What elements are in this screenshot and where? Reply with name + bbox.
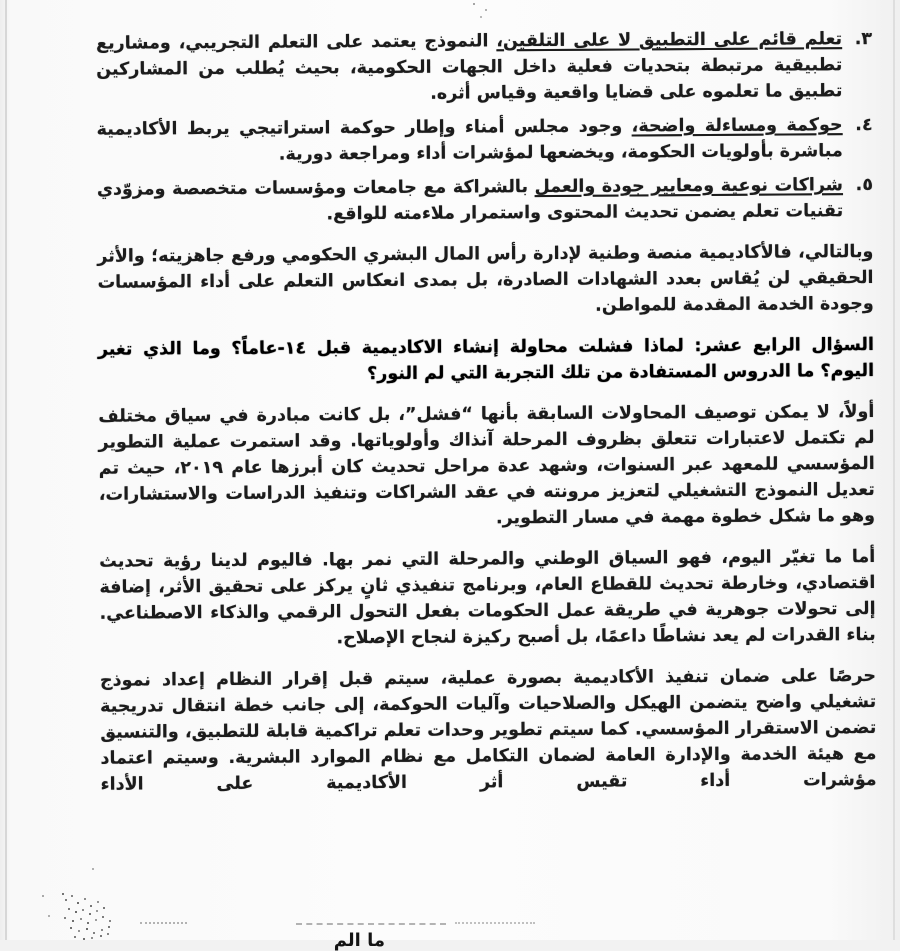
paragraph-conclusion: وبالتالي، فالأكاديمية منصة وطنية لإدارة رأس المال البشري الحكومي ورفع جاهزيته؛ والأثر الحقيقي لن يُقاس بعدد الشهادات الصادرة، بل بمدى انعكاس التعلم على أداء المؤسسات وجودة الخدمة المقدمة للمواطن. <box>97 241 874 316</box>
ink-smudge-cluster <box>62 893 64 895</box>
list-item-lead-underlined: حوكمة ومساءلة واضحة، <box>631 115 843 137</box>
cutoff-line-fragment: ما الم <box>333 930 385 951</box>
page-edge-left <box>5 0 7 940</box>
paragraph-answer-plan: حرصًا على ضمان تنفيذ الأكاديمية بصورة عملية، سيتم قبل إقرار النظام إعداد نموذج تشغيلي واضح يتضمن الهيكل والصلاحيات وآليات الحوكمة، إلى جانب خطة انتقال تدريجية تضمن الاستقرار المؤسسي. كما سيتم تطوير وحدات تعلم تراكمية قابلة للتطبيق، والتنسيق مع هيئة الخدمة والإدارة العامة لضمان التكامل مع نظام الموارد البشرية. وسيتم اعتماد مؤشرات أداء تقيس أثر الأكاديمية على الأداء <box>99 665 877 795</box>
paragraph-answer-context: أولاً، لا يمكن توصيف المحاولات السابقة بأنها “فشل”، بل كانت مبادرة في سياق مختلف لم تكتمل لاعتبارات تتعلق بظروف المرحلة آنذاك وأولوياتها. وقد استمرت عملية التطوير المؤسسي للمعهد عبر السنوات، وشهد عدة مراحل تحديث كان أبرزها عام ٢٠١٩، حيث تم تعديل النموذج التشغيلي لتعزيز مرونته في عقد الشراكات وتنفيذ الدراسات والاستشارات، وهو ما شكل خطوة مهمة في مسار التطوير. <box>98 401 876 529</box>
document-text-block <box>96 26 877 798</box>
list-item-4 <box>97 112 873 169</box>
paragraph-question-fourteen: السؤال الرابع عشر: لماذا فشلت محاولة إنشاء الاكاديمية قبل ١٤-عاماً؟ وما الذي تغير اليوم؟ ما الدروس المستفادة من تلك التجربة التي لم النور؟ <box>97 334 875 385</box>
page-edge-right <box>893 0 895 940</box>
list-item-body: النموذج يعتمد على التعلم التجريبي، ومشاريع تطبيقية مرتبطة بتحديات فعلية داخل الجهات الحكومية، بحيث يُطلب من المشاركين تطبيق ما تعلموه على قضايا واقعية وقياس أثره. <box>96 31 843 104</box>
list-item-body: وجود مجلس أمناء وإطار حوكمة استراتيجي يربط الأكاديمية مباشرة بأولويات الحكومة، ويخضعها لمؤشرات أداء ومراجعة دورية. <box>96 116 843 165</box>
list-item-text <box>97 112 843 169</box>
list-item-text <box>97 172 843 229</box>
list-item-number: ٥. <box>855 174 874 196</box>
list-item-number: ٣. <box>854 28 873 50</box>
scan-dash-line-right <box>455 922 535 924</box>
list-item-number: ٤. <box>855 114 873 136</box>
paragraph-answer-today: أما ما تغيّر اليوم، فهو السياق الوطني والمرحلة التي نمر بها. فاليوم لدينا رؤية تحديث اقتصادي، وخارطة تحديث للقطاع العام، وبرنامج تنفيذي ثانٍ يركز على تحقيق الأثر، إضافة إلى تحولات جوهرية في طريقة عمل الحكومات بفعل التحول الرقمي والذكاء الاصطناعي. بناء القدرات لم يعد نشاطًا داعمًا، بل أصبح ركيزة لنجاح الإصلاح. <box>99 546 876 649</box>
scan-dash-line-center <box>296 923 446 925</box>
ink-specks-top <box>473 3 475 5</box>
list-item-body: بالشراكة مع جامعات ومؤسسات متخصصة ومزوّدي تقنيات تعلم يضمن تحديث المحتوى واستمرار ملاءمته للواقع. <box>96 177 844 225</box>
list-item-3 <box>96 26 872 109</box>
scan-dash-line-left <box>140 922 187 924</box>
list-item-lead-underlined: شراكات نوعية ومعايير جودة والعمل <box>534 175 844 198</box>
list-item-text <box>96 26 842 109</box>
list-item-5 <box>97 172 873 229</box>
list-item-lead-underlined: تعلم قائم على التطبيق لا على التلقين، <box>496 29 843 52</box>
